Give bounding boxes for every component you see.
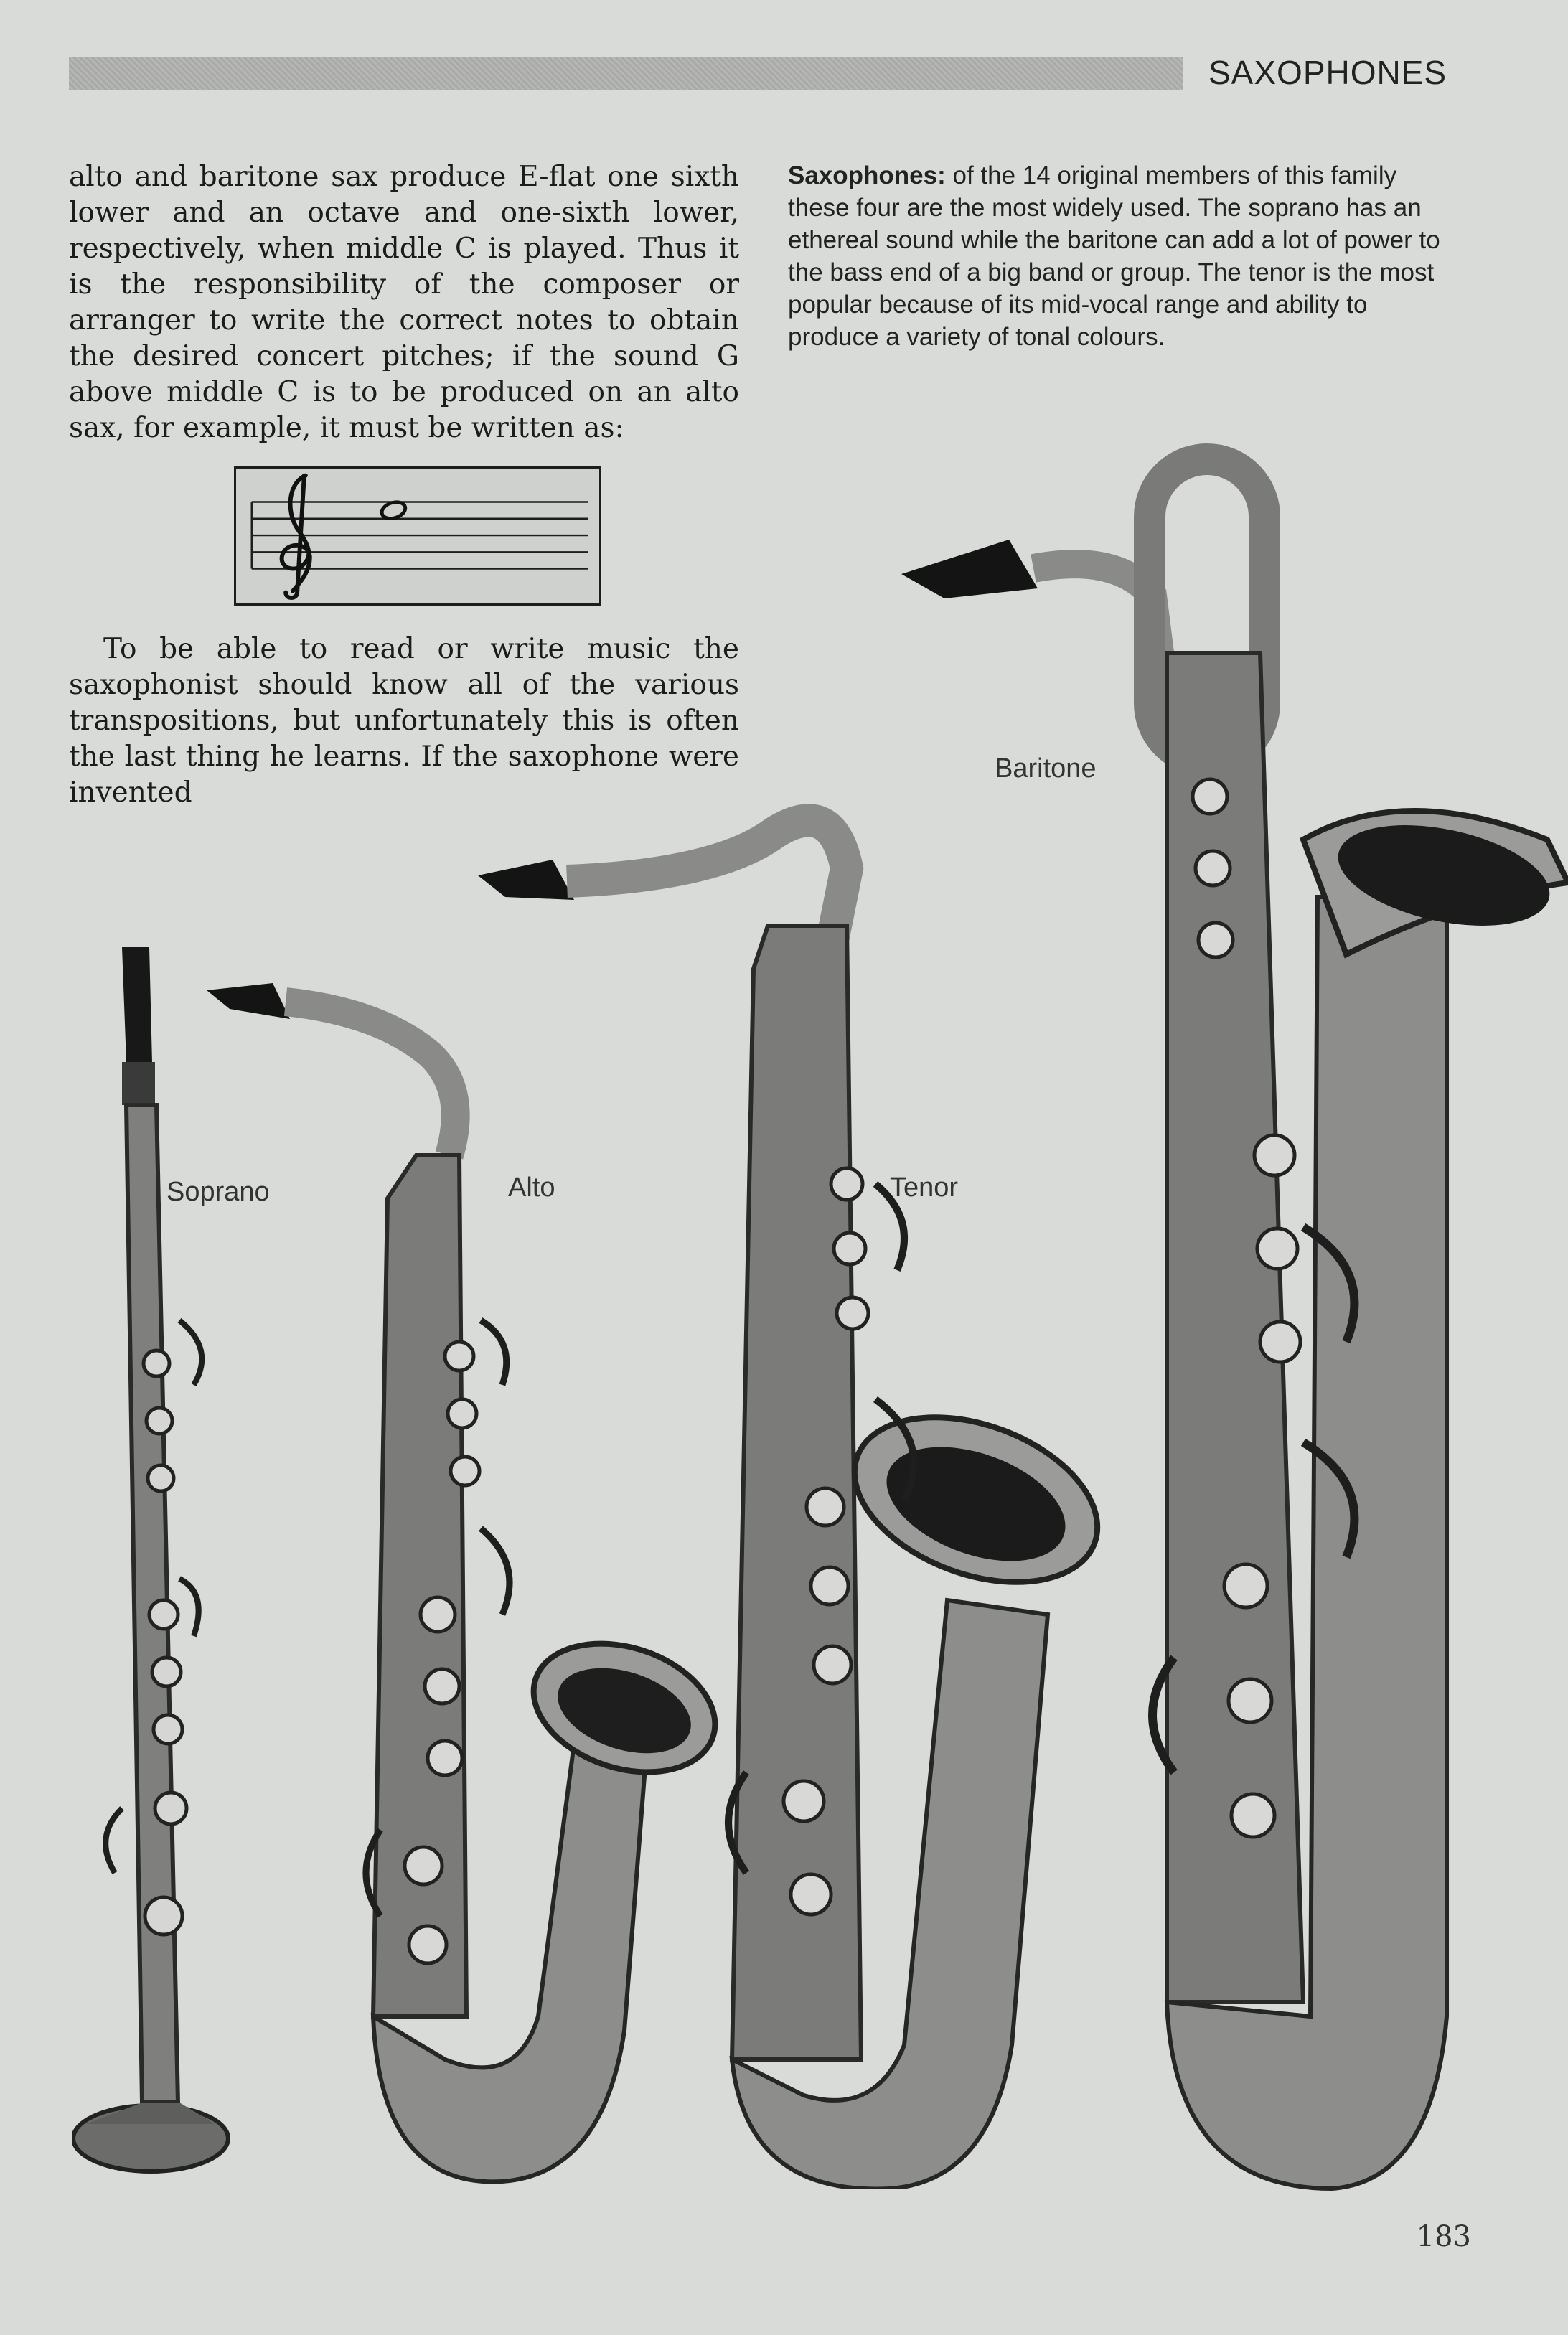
treble-clef-icon <box>282 476 310 598</box>
label-tenor: Tenor <box>890 1173 959 1203</box>
label-soprano: Soprano <box>166 1177 270 1207</box>
header-rule-bar <box>69 57 1183 90</box>
label-alto: Alto <box>508 1173 555 1203</box>
label-baritone: Baritone <box>995 753 1097 784</box>
figure-caption <box>788 159 1448 396</box>
running-head: SAXOPHONES <box>1208 54 1447 91</box>
baritone-saxophone-illustration <box>901 438 1568 2196</box>
caption-text: of the 14 original members of this family these four are the most widely used. The soprano has an ethereal sound while the baritone can add a lot of power to the bass end of a big band or group. The tenor is the most popular because of its mid-vocal range and ability to produce a variety of tonal colours. <box>788 161 1440 351</box>
caption-lead: Saxophones: <box>788 161 946 189</box>
body-paragraph-1: alto and baritone sax produce E-flat one sixth lower and an octave and one-sixth lower, respectively, when middle C is played. Thus it is the responsibility of the composer or arranger to write the correct notes to obtain the desired concert pitches; if the sound G above middle C is to be produced on an alto sax, for example, it must be written as: <box>69 161 739 444</box>
page-number: 183 <box>1416 2220 1471 2253</box>
music-staff-figure <box>234 466 601 606</box>
body-paragraph-2: To be able to read or write music the saxophonist should know all of the various transpositions, but unfortunately this is often the last thing he learns. If the saxophone were invented <box>69 633 739 809</box>
